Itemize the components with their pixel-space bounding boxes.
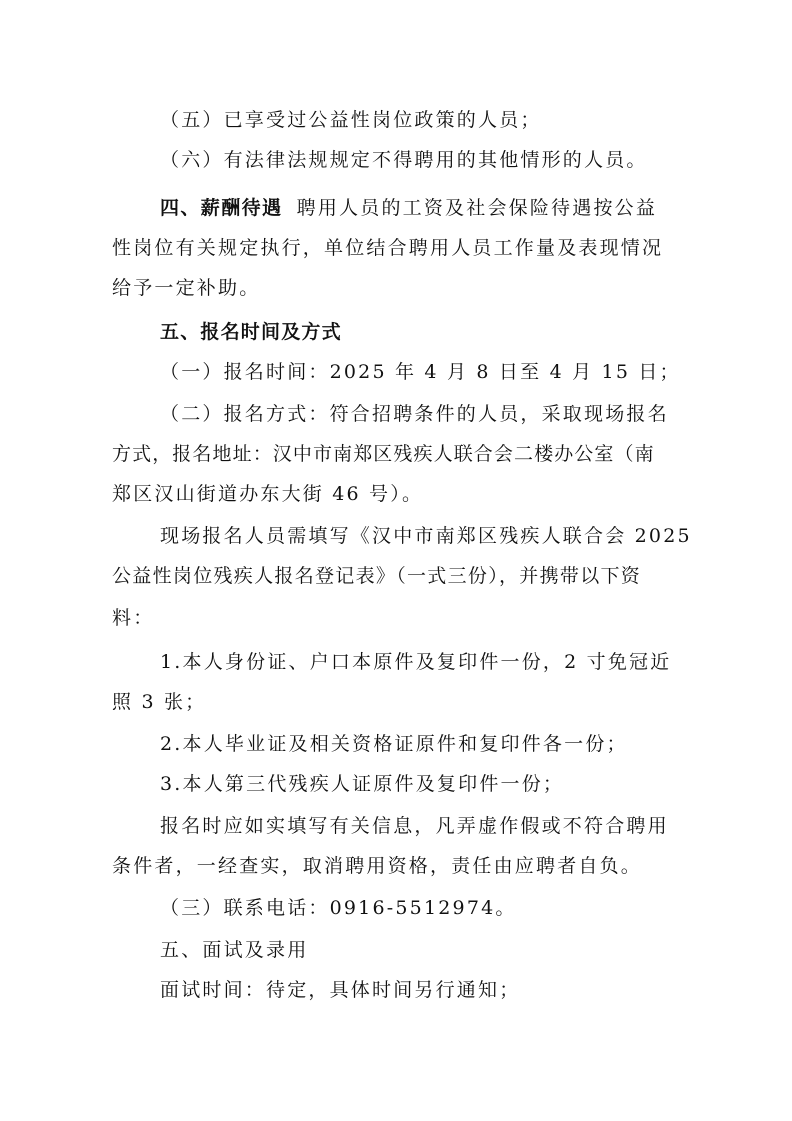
section-4-line-2: 性岗位有关规定执行，单位结合聘用人员工作量及表现情况 — [112, 237, 664, 259]
paragraph-item-5: （五）已享受过公益性岗位政策的人员； — [160, 109, 542, 131]
contact-phone: （三）联系电话：0916-5512974。 — [160, 897, 517, 919]
paragraph-item-6: （六）有法律法规规定不得聘用的其他情形的人员。 — [160, 149, 648, 171]
material-item-1-line-2: 照 3 张； — [112, 691, 207, 713]
registration-time: （一）报名时间：2025 年 4 月 8 日至 4 月 15 日； — [160, 361, 681, 383]
onsite-line-1: 现场报名人员需填写《汉中市南郑区残疾人联合会 2025 — [160, 525, 692, 547]
material-item-2: 2.本人毕业证及相关资格证原件和复印件各一份； — [160, 733, 628, 755]
section-4-line-1 — [160, 196, 657, 220]
registration-method-line-1: （二）报名方式：符合招聘条件的人员，采取现场报名 — [160, 403, 669, 425]
material-item-1-line-1: 1.本人身份证、户口本原件及复印件一份，2 寸免冠近 — [160, 651, 672, 673]
onsite-line-3: 料： — [112, 607, 155, 629]
registration-method-line-3: 郑区汉山街道办东大街 46 号）。 — [112, 483, 424, 505]
material-item-3: 3.本人第三代残疾人证原件及复印件一份； — [160, 773, 565, 795]
interview-time: 面试时间：待定，具体时间另行通知； — [160, 979, 521, 1001]
onsite-line-2: 公益性岗位残疾人报名登记表》（一式三份），并携带以下资 — [112, 565, 642, 587]
truthful-notice-line-1: 报名时应如实填写有关信息，凡弄虚作假或不符合聘用 — [160, 815, 669, 837]
interview-heading: 五、面试及录用 — [160, 939, 309, 961]
section-4-heading: 四、薪酬待遇 — [160, 197, 283, 219]
registration-method-line-2: 方式，报名地址：汉中市南郑区残疾人联合会二楼办公室（南 — [112, 443, 655, 465]
section-4-line-3: 给予一定补助。 — [112, 277, 261, 299]
section-4-text-start: 聘用人员的工资及社会保险待遇按公益 — [296, 197, 658, 219]
truthful-notice-line-2: 条件者，一经查实，取消聘用资格，责任由应聘者自负。 — [112, 855, 643, 877]
section-5-heading: 五、报名时间及方式 — [160, 321, 342, 343]
